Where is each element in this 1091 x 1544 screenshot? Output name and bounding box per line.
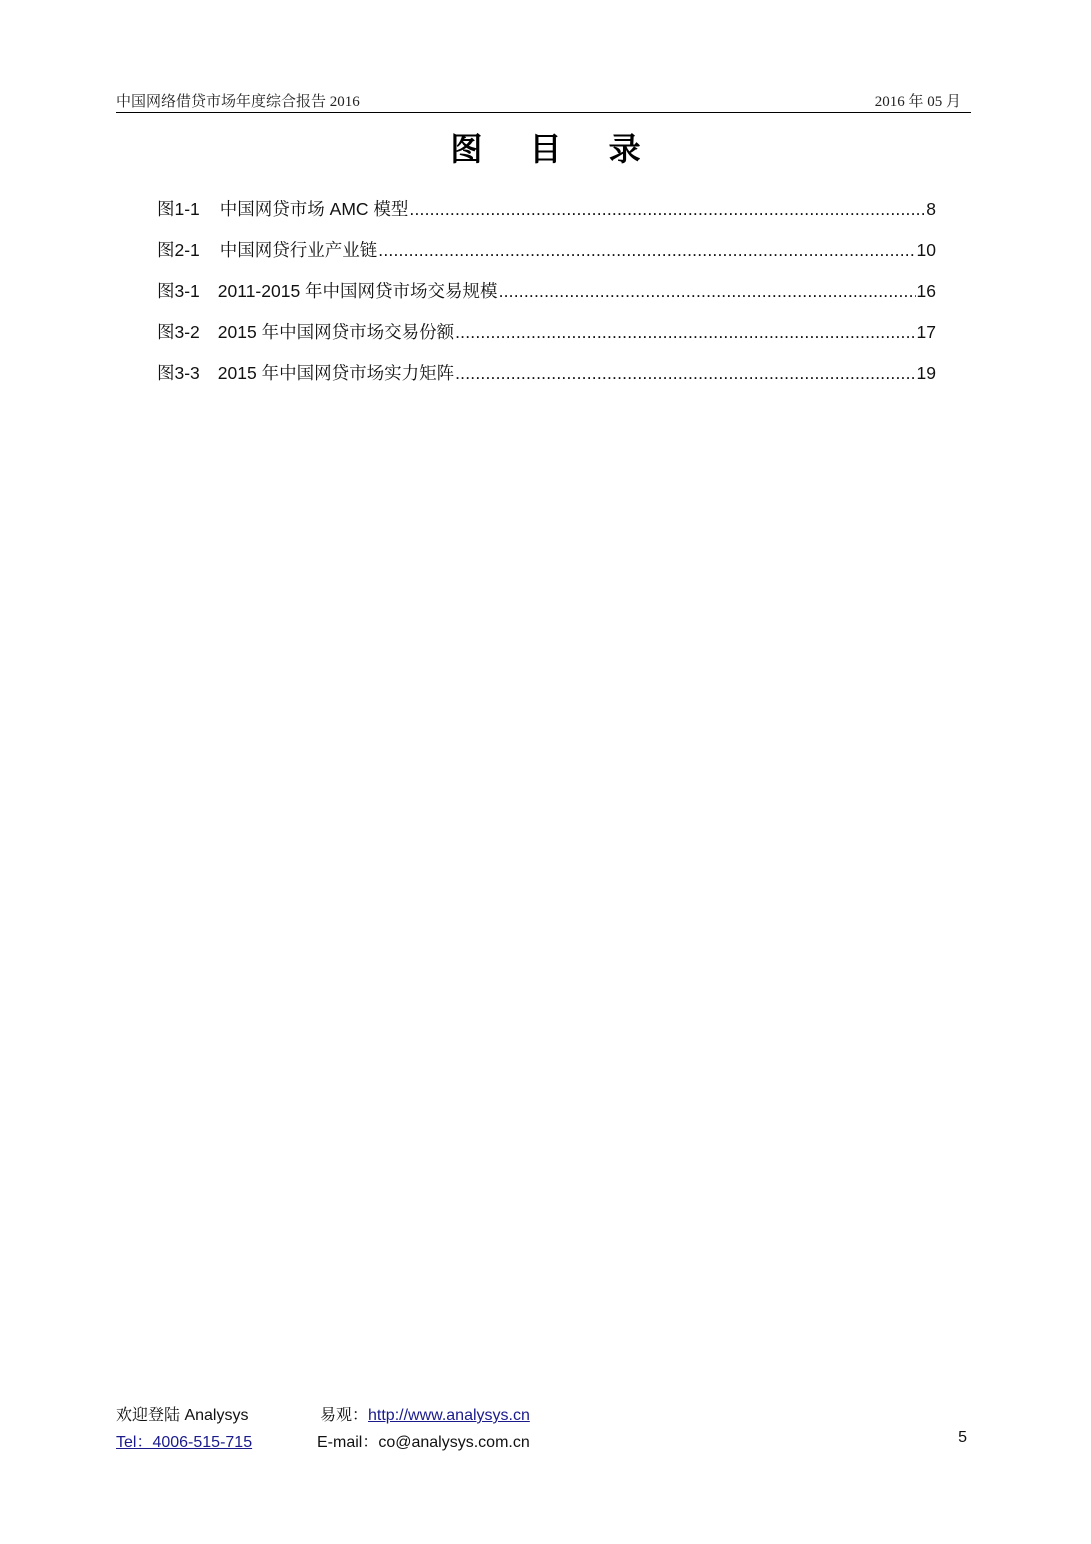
toc-entry-title: 2011-2015 年中国网贷市场交易规模 [217, 281, 498, 301]
footer-welcome-text: 欢迎登陆 Analysys [116, 1407, 249, 1424]
toc-entry-label: 图 [157, 363, 175, 383]
toc-entry-page: 8 [926, 199, 936, 219]
toc-leader-dots [378, 240, 915, 261]
toc-entry-number: 3-3 [174, 363, 200, 383]
toc-entry-number: 3-2 [174, 322, 200, 342]
footer-tel-link[interactable]: Tel：4006-515-715 [116, 1434, 253, 1451]
toc-entry-page: 19 [916, 363, 936, 383]
toc-entry[interactable] [157, 196, 936, 237]
toc-leader-dots [409, 199, 925, 220]
toc-entry[interactable] [157, 360, 936, 401]
toc-entry-label: 图 [157, 240, 175, 260]
toc-leader-dots [499, 281, 916, 302]
toc-entry-number: 3-1 [174, 281, 200, 301]
toc-entry-label: 图 [157, 281, 175, 301]
toc-entry-title: 中国网贷行业产业链 [219, 240, 378, 260]
footer-site-label: 易观： [320, 1407, 369, 1424]
toc-entry[interactable] [157, 319, 936, 360]
toc-entry-title: 中国网贷市场 AMC 模型 [219, 199, 409, 219]
toc-entry-number: 2-1 [174, 240, 200, 260]
toc-entry-number: 1-1 [174, 199, 200, 219]
toc-entry-page: 10 [916, 240, 936, 260]
toc-entry[interactable] [157, 237, 936, 278]
footer-email: E-mail：co@analysys.com.cn [317, 1434, 530, 1451]
figure-toc-list [157, 196, 936, 401]
report-title-header: 中国网络借贷市场年度综合报告 2016 [116, 94, 360, 110]
toc-entry-title: 2015 年中国网贷市场交易份额 [217, 322, 455, 342]
toc-leader-dots [455, 322, 915, 343]
toc-entry-page: 16 [916, 281, 936, 301]
page-number: 5 [958, 1429, 967, 1446]
page-title: 图 目 录 [450, 130, 659, 168]
toc-entry-page: 17 [916, 322, 936, 342]
toc-entry-label: 图 [157, 199, 175, 219]
toc-leader-dots [455, 363, 915, 384]
report-date-header: 2016 年 05 月 [874, 94, 961, 110]
toc-entry-label: 图 [157, 322, 175, 342]
footer-site-link[interactable]: http://www.analysys.cn [368, 1407, 530, 1424]
page-header [116, 88, 971, 113]
footer-site [320, 1402, 530, 1425]
toc-entry-title: 2015 年中国网贷市场实力矩阵 [217, 363, 455, 383]
page-footer [116, 1398, 971, 1458]
toc-entry[interactable] [157, 278, 936, 319]
